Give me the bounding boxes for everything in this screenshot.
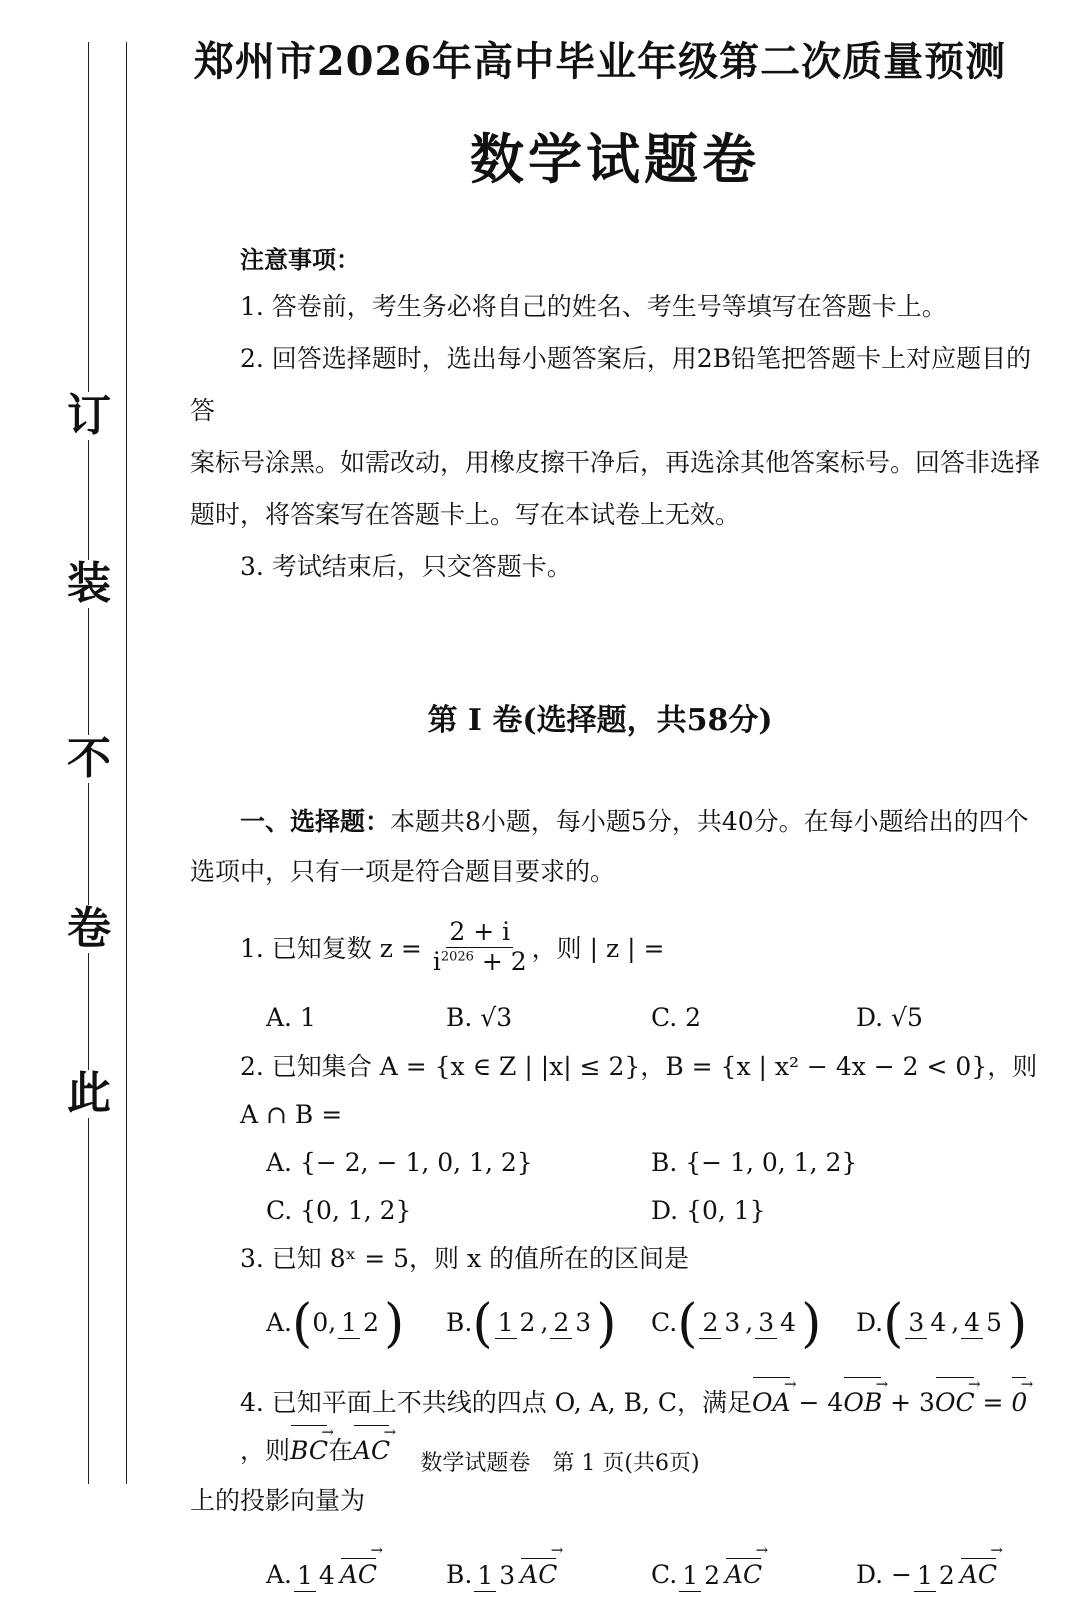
- page-footer: 数学试题卷 第 1 页(共6页): [420, 1451, 700, 1476]
- q4-b-num: 1: [474, 1562, 496, 1592]
- q2-options-row-2: [266, 1187, 1040, 1235]
- q3-c-den2: 4: [780, 1308, 797, 1338]
- binding-char-zhuang: 装: [60, 560, 118, 608]
- q4-options: [266, 1541, 1040, 1611]
- exam-page: [190, 30, 1040, 1611]
- q3-c-frac1: [699, 1309, 743, 1339]
- q4-b-frac: [474, 1562, 518, 1592]
- part-intro: [190, 797, 1040, 897]
- q4-vec-zero: 0 →: [1011, 1379, 1027, 1427]
- q4-d-label: D. −: [856, 1560, 912, 1590]
- subject-title: 数学试题卷: [470, 127, 760, 191]
- q3-d-den2: 5: [986, 1308, 1002, 1338]
- q3-b-num1: 1: [495, 1309, 517, 1339]
- q1-option-a[interactable]: A. 1: [266, 1002, 316, 1032]
- q2-option-d[interactable]: D. {0, 1}: [651, 1196, 766, 1225]
- q4-d-den: 2: [938, 1560, 955, 1590]
- q4-option-b[interactable]: [446, 1560, 651, 1591]
- q3-a-left: 0: [312, 1307, 329, 1337]
- notice-item-2-line-2: 案标号涂黑。如需改动，用橡皮擦干净后，再选涂其他答案标号。回答非选择: [190, 448, 1041, 477]
- q4-a-label: A.: [266, 1560, 293, 1590]
- q3-a-den: 2: [363, 1308, 379, 1338]
- q3-d-label: D.: [856, 1307, 884, 1337]
- q1-numerator: 2 + i: [446, 918, 513, 948]
- notice-item-3: 3. 考试结束后，只交答题卡。: [240, 552, 572, 581]
- q4-mid2: + 3: [882, 1388, 935, 1417]
- q4-a-den: 4: [318, 1560, 335, 1590]
- q1-denominator: [430, 948, 530, 977]
- q3-b-den2: 3: [575, 1308, 592, 1338]
- part-intro-text: 本题共8小题，每小题5分，共40分。在每小题给出的四个选项中，只有一项是符合题目要求的。: [190, 807, 1029, 886]
- q3-d-lparen: (: [883, 1294, 904, 1354]
- q4-a-num: 1: [294, 1562, 316, 1592]
- q4-b-vec: AC →: [520, 1560, 557, 1589]
- q3-d-num2: 4: [961, 1309, 983, 1339]
- q3-b-den1: 2: [519, 1308, 536, 1338]
- q4-vec-bc: BC →: [290, 1427, 328, 1475]
- q4-b-label: B.: [446, 1560, 473, 1590]
- q3-b-num2: 2: [550, 1309, 572, 1339]
- q4-vec-ac: AC →: [353, 1427, 390, 1475]
- q4-on: 在: [327, 1436, 353, 1465]
- q4-option-a[interactable]: [266, 1560, 446, 1591]
- q1-fraction: [430, 918, 530, 977]
- q4-a-frac: [294, 1562, 338, 1592]
- q3-b-frac1: [495, 1309, 539, 1339]
- q1-den-rest: + 2: [473, 946, 527, 976]
- q4-vec-ob: OB →: [843, 1379, 882, 1427]
- q3-option-a[interactable]: A.(0, 1 2): [266, 1294, 405, 1354]
- q3-c-num2: 3: [755, 1309, 777, 1339]
- q4-c-vec: AC →: [725, 1560, 762, 1589]
- q3-d-den1: 4: [930, 1308, 947, 1338]
- q4-c-num: 1: [679, 1562, 701, 1592]
- q2-option-b[interactable]: B. {− 1, 0, 1, 2}: [651, 1148, 858, 1177]
- binding-char-bu: 不: [60, 735, 118, 783]
- q3-c-den1: 3: [724, 1308, 741, 1338]
- q3-a-label: A.: [266, 1307, 293, 1337]
- q3-b-lparen: (: [472, 1294, 493, 1354]
- q3-options: [266, 1289, 1040, 1359]
- q4-c-label: C.: [651, 1560, 678, 1590]
- part-label: 一、选择题：: [240, 807, 391, 836]
- q4-mid1: − 4: [790, 1388, 844, 1417]
- q2-option-c[interactable]: C. {0, 1, 2}: [266, 1196, 412, 1225]
- q3-c-rparen: ): [801, 1294, 822, 1354]
- q4-eq: =: [974, 1388, 1012, 1417]
- binding-char-ci: 此: [60, 1070, 118, 1118]
- q2-options-row-1: [266, 1139, 1040, 1187]
- q3-a-num: 1: [338, 1309, 360, 1339]
- q3-d-frac2: [961, 1309, 1005, 1339]
- q4-c-den: 2: [704, 1560, 720, 1590]
- notice-item-1: 1. 答卷前，考生务必将自己的姓名、考生号等填写在答题卡上。: [240, 292, 947, 321]
- q3-c-frac2: [755, 1309, 799, 1339]
- q4-d-num: 1: [914, 1562, 936, 1592]
- q4-vec-oa: OA →: [752, 1379, 791, 1427]
- notice-item-2-line-1: 2. 回答选择题时，选出每小题答案后，用2B铅笔把答题卡上对应题目的答: [190, 344, 1032, 425]
- notice-item-2-line-3: 题时，将答案写在答题卡上。写在本试卷上无效。: [190, 500, 741, 529]
- q3-c-label: C.: [651, 1307, 678, 1337]
- q3-c-num1: 2: [699, 1309, 721, 1339]
- q1-option-c[interactable]: C. 2: [651, 1002, 702, 1032]
- q4-vec-oc: OC →: [935, 1379, 975, 1427]
- notice-heading: 注意事项：: [240, 245, 360, 274]
- q3-option-c[interactable]: C.( 2 3 , 3 4): [651, 1294, 822, 1354]
- q4-line-2: 上的投影向量为: [190, 1486, 366, 1515]
- q4-d-vec: AC →: [960, 1560, 997, 1589]
- q4-d-frac: [914, 1562, 958, 1592]
- q4-option-c[interactable]: [651, 1560, 856, 1591]
- q1-options: [266, 995, 1040, 1039]
- binding-line-inner: [126, 42, 127, 1484]
- q4-a-vec: AC →: [340, 1560, 377, 1589]
- q3-a-rparen: ): [383, 1294, 405, 1354]
- q3-d-frac1: [905, 1309, 949, 1339]
- question-2: 2. 已知集合 A = {x ∈ Z | |x| ≤ 2}，B = {x | x² − 4x − 2 < 0}，则 A ∩ B =: [240, 1052, 1038, 1129]
- q1-option-b[interactable]: B. √3: [446, 1002, 513, 1032]
- q3-a-lparen: (: [292, 1294, 313, 1354]
- binding-char-juan: 卷: [60, 905, 118, 953]
- q4-c-frac: [679, 1562, 723, 1592]
- q1-option-d[interactable]: D. √5: [856, 1002, 923, 1032]
- binding-char-ding: 订: [60, 392, 118, 440]
- q1-den-base: i: [432, 946, 441, 976]
- q3-option-b[interactable]: B.( 1 2 , 2 3): [446, 1294, 617, 1354]
- q3-c-lparen: (: [677, 1294, 698, 1354]
- q4-prefix: 4. 已知平面上不共线的四点 O, A, B, C，满足: [240, 1388, 753, 1417]
- q1-den-exp: 2026: [440, 949, 474, 965]
- q4-then: ，则: [240, 1436, 291, 1465]
- q3-option-d[interactable]: D.( 3 4 , 4 5): [856, 1294, 1028, 1354]
- exam-title: 郑州市2026年高中毕业年级第二次质量预测: [193, 38, 1007, 85]
- q1-prefix: 1. 已知复数 z =: [240, 934, 422, 963]
- q3-d-num1: 3: [905, 1309, 927, 1339]
- question-3: 3. 已知 8ˣ = 5，则 x 的值所在的区间是: [240, 1244, 689, 1273]
- q4-option-d[interactable]: [856, 1560, 997, 1591]
- q3-b-rparen: ): [596, 1294, 617, 1354]
- q4-b-den: 3: [499, 1560, 516, 1590]
- q3-b-frac2: [550, 1309, 594, 1339]
- q3-a-frac: [338, 1309, 382, 1339]
- section-title: 第 I 卷(选择题，共58分): [427, 703, 773, 738]
- q3-b-label: B.: [446, 1307, 473, 1337]
- q3-d-rparen: ): [1006, 1294, 1028, 1354]
- question-1: [240, 917, 1040, 977]
- q2-option-a[interactable]: A. {− 2, − 1, 0, 1, 2}: [266, 1148, 533, 1177]
- q1-suffix: ，则 | z | =: [531, 934, 665, 963]
